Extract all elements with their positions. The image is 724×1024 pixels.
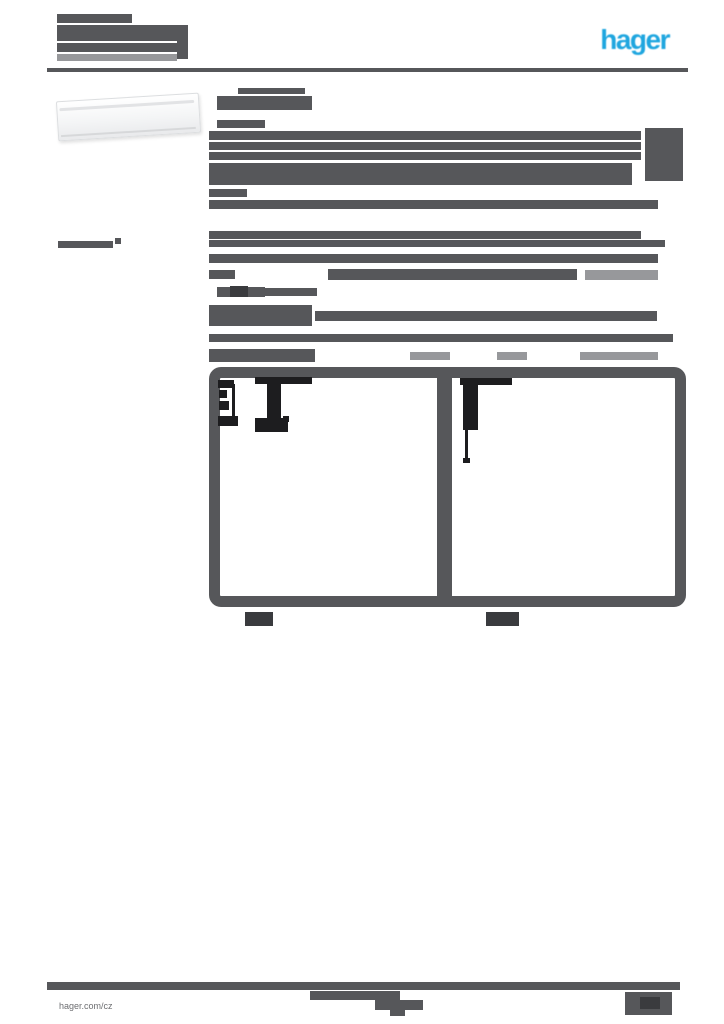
drawing-right-nub xyxy=(468,420,475,427)
title-line-2 xyxy=(57,25,188,41)
product-photo-base-shadow xyxy=(61,127,196,137)
drawing-right-arrow xyxy=(463,458,470,463)
left-caption-text xyxy=(58,241,113,248)
spec2-row-2-value xyxy=(328,269,577,280)
drawing-left-a-stud-2 xyxy=(219,401,229,410)
title-line-3 xyxy=(57,43,188,52)
title-end-block xyxy=(177,38,188,59)
spec-row-3-value xyxy=(209,142,641,150)
dimensions-header xyxy=(209,349,315,362)
spec2-row-3-value xyxy=(265,288,317,296)
title-line-1 xyxy=(57,14,132,23)
drawing-right-top xyxy=(460,378,512,385)
footer-center-line-2 xyxy=(375,1000,423,1010)
drawing-right-line xyxy=(465,430,468,460)
spec-row-9-value xyxy=(209,240,665,247)
dimensions-caption-2 xyxy=(497,352,527,360)
section1-header xyxy=(217,96,312,110)
spec2-row-1-value xyxy=(209,254,658,263)
footer-center-line-1 xyxy=(310,991,400,1000)
spec2-row-3-chip xyxy=(230,286,248,297)
left-caption-superscript xyxy=(115,238,121,244)
spec2-row-2-label xyxy=(209,270,235,279)
spec-row-6-label xyxy=(209,189,247,197)
footer-page-number-box xyxy=(625,992,672,1015)
footer-page-number-mark xyxy=(640,997,660,1009)
section1-header-accent xyxy=(238,88,305,94)
product-photo xyxy=(56,93,201,142)
spec2-row-4-value xyxy=(315,311,657,321)
spec-right-block xyxy=(645,128,683,181)
frame-caption-right xyxy=(486,612,519,626)
frame-caption-left xyxy=(245,612,273,626)
spec2-row-5-value xyxy=(209,334,673,342)
hager-logo: hager xyxy=(600,24,669,55)
dimensions-caption-1 xyxy=(410,352,450,360)
spec-row-5-block xyxy=(209,163,632,185)
spec2-row-4-block xyxy=(209,305,312,326)
drawing-left-b-stem xyxy=(267,384,281,422)
spec2-row-2-right xyxy=(585,270,658,280)
spec-row-1-label xyxy=(217,120,265,128)
drawing-left-a-cap-bottom xyxy=(218,416,238,426)
spec-row-4-value xyxy=(209,152,641,160)
footer-divider-bar xyxy=(47,982,680,990)
dimensions-caption-3 xyxy=(580,352,658,360)
header-divider-rule xyxy=(47,68,688,72)
drawing-left-b-top xyxy=(255,377,312,384)
spec-row-7-value xyxy=(209,200,658,209)
footer-center-tail xyxy=(390,1010,405,1016)
drawing-left-a-edge xyxy=(232,384,235,418)
spec-row-2-value xyxy=(209,131,641,140)
drawing-left-b-nub xyxy=(283,416,289,422)
title-line-4 xyxy=(57,54,177,61)
dimensions-frame-divider xyxy=(437,367,452,607)
footer-website-link[interactable]: hager.com/cz xyxy=(59,1001,113,1011)
drawing-left-a-stud-1 xyxy=(219,390,227,398)
footer-website-box xyxy=(55,993,170,1022)
spec-row-8-value xyxy=(209,231,641,239)
product-photo-lid-edge xyxy=(59,100,194,111)
